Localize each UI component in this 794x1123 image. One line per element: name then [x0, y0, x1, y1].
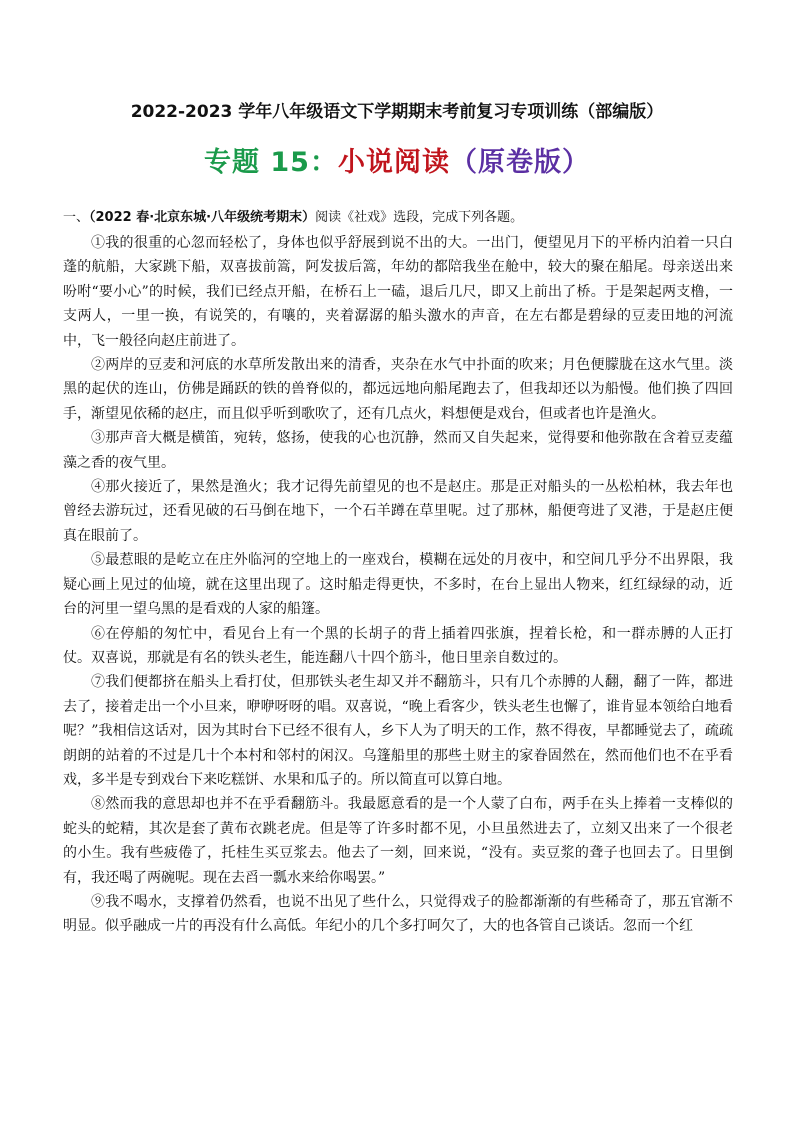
document-header: 2022-2023 学年八年级语文下学期期末考前复习专项训练（部编版） [130, 102, 664, 122]
question-heading [63, 209, 743, 227]
passage-paragraph: ⑧然而我的意思却也并不在乎看翻筋斗。我最愿意看的是一个人蒙了白布，两手在头上捧着一支棒似的蛇头的蛇精，其次是套了黄布衣跳老虎。但是等了许多时都不见，小旦虽然进去了，立刻又出来了一个很老的小生。我有些疲倦了，托桂生买豆浆去。他去了一刻，回来说，“没有。卖豆浆的聋子也回去了。日里倒有，我还喝了两碗呢。现在去舀一瓢水来给你喝罢。” [63, 796, 733, 886]
passage-paragraph: ①我的很重的心忽而轻松了，身体也似乎舒展到说不出的大。一出门，便望见月下的平桥内泊着一只白蓬的航船，大家跳下船，双喜拔前篙，阿发拔后篙，年幼的都陪我坐在舱中，较大的聚在船尾。母亲送出来吩咐“要小心”的时候，我们已经点开船，在桥石上一磕，退后几尺，即又上前出了桥。于是架起两支橹，一支两人，一里一换，有说笑的，有嚷的，夹着潺潺的船头激水的声音，在左右都是碧绿的豆麦田地的河流中，飞一般径向赵庄前进了。 [63, 235, 733, 349]
document-title [0, 140, 794, 179]
title-topic-number: 专题 15： [204, 147, 338, 178]
passage-paragraph: ③那声音大概是横笛，宛转，悠扬，使我的心也沉静，然而又自失起来，觉得要和他弥散在含着豆麦蕴藻之香的夜气里。 [63, 430, 733, 471]
passage-paragraph: ⑨我不喝水，支撑着仍然看，也说不出见了些什么，只觉得戏子的脸都渐渐的有些稀奇了，那五官渐不明显。似乎融成一片的再没有什么高低。年纪小的几个多打呵欠了，大的也各管自己谈话。忽而一个红 [63, 893, 733, 935]
passage-paragraph: ②两岸的豆麦和河底的水草所发散出来的清香，夹杂在水气中扑面的吹来；月色便朦胧在这水气里。淡黑的起伏的连山，仿佛是踊跃的铁的兽脊似的，都远远地向船尾跑去了，但我却还以为船慢。他们换了四回手，渐望见依稀的赵庄，而且似乎听到歌吹了，还有几点火，料想便是戏台，但或者也许是渔火。 [63, 357, 733, 422]
question-source: （2022 春·北京东城·八年级统考期末） [89, 210, 316, 225]
passage [63, 231, 733, 939]
passage-paragraph: ⑦我们便都挤在船头上看打仗，但那铁头老生却又并不翻筋斗，只有几个赤膊的人翻，翻了一阵，都进去了，接着走出一个小旦来，咿咿呀呀的唱。双喜说，“晚上看客少，铁头老生也懈了，谁肯显本领给白地看呢？”我相信这话对，因为其时台下已经不很有人，乡下人为了明天的工作，熬不得夜，早都睡觉去了，疏疏朗朗的站着的不过是几十个本村和邻村的闲汉。乌篷船里的那些土财主的家眷固然在，然而他们也不在乎看戏，多半是专到戏台下来吃糕饼、水果和瓜子的。所以简直可以算白地。 [63, 674, 733, 788]
title-edition: （原卷版） [449, 147, 590, 178]
title-topic-name: 小说阅读 [337, 147, 450, 178]
question-number: 一、 [63, 210, 90, 225]
question-prompt: 阅读《社戏》选段，完成下列各题。 [315, 210, 524, 225]
passage-paragraph: ④那火接近了，果然是渔火；我才记得先前望见的也不是赵庄。那是正对船头的一丛松柏林，我去年也曾经去游玩过，还看见破的石马倒在地下，一个石羊蹲在草里呢。过了那林，船便弯进了叉港，于是赵庄便真在眼前了。 [63, 479, 733, 544]
passage-paragraph: ⑥在停船的匆忙中，看见台上有一个黑的长胡子的背上插着四张旗，捏着长枪，和一群赤膊的人正打仗。双喜说，那就是有名的铁头老生，能连翻八十四个筋斗，他日里亲自数过的。 [63, 625, 733, 666]
passage-paragraph: ⑤最惹眼的是屹立在庄外临河的空地上的一座戏台，模糊在远处的月夜中，和空间几乎分不出界限，我疑心画上见过的仙境，就在这里出现了。这时船走得更快，不多时，在台上显出人物来，红红绿绿的动，近台的河里一望乌黑的是看戏的人家的船篷。 [63, 552, 733, 618]
